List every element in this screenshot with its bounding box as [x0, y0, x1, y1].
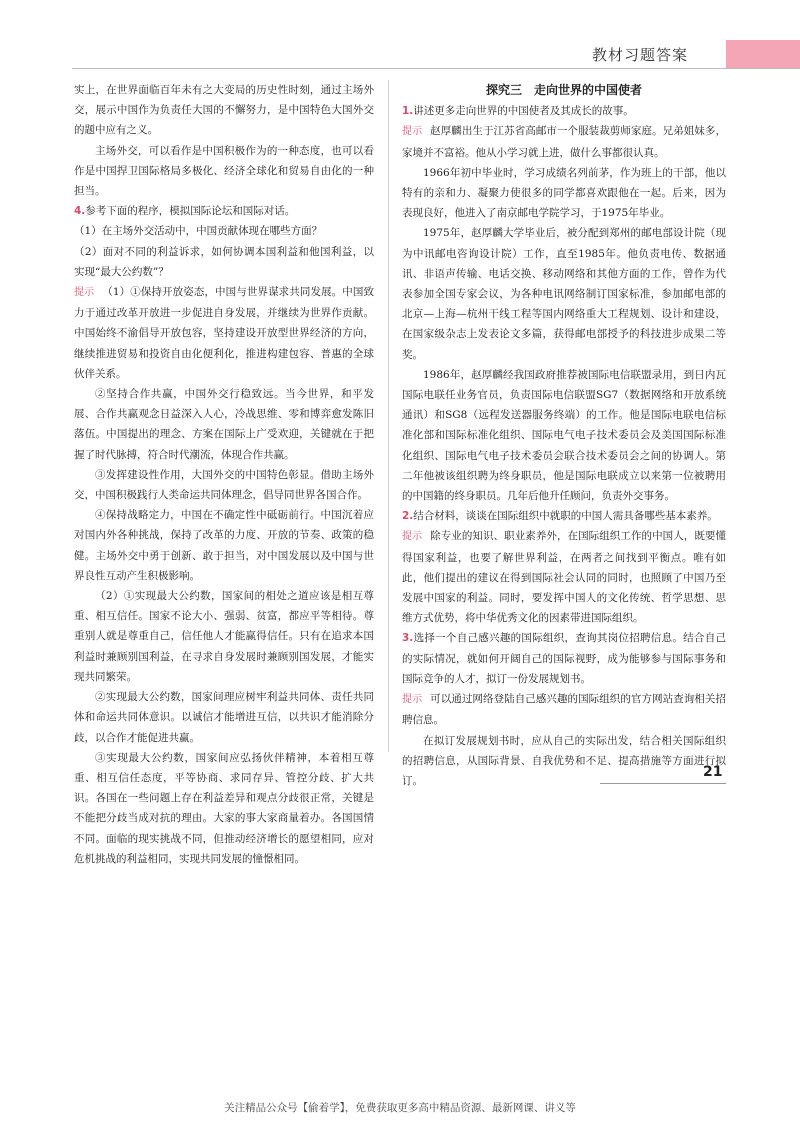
hint-label: 提示 [74, 287, 95, 299]
answer-paragraph: 1975年，赵厚麟大学毕业后，被分配到郑州的邮电部设计院（现为中讯邮电咨询设计院）工作，直至1985年。他负责电传、数据通讯、非语声传输、电话交换、移动网络和其他方面的工作，曾作为代表参加全国专家会议，为各种电讯网络制订国家标准，参加邮电部的北京—上海—杭州干线工程等国内网络重大工程规划、设计和建设，在国家级杂志上发表论文多篇，获得邮电部授予的科技进步成果二等奖。 [402, 227, 726, 361]
footer-note: 关注精品公众号【偷着学】，免费获取更多高中精品资源、最新网课、讲义等 [224, 1102, 576, 1114]
header-rule [72, 68, 800, 69]
question-4-sub-1: （1）在主场外交活动中，中国贡献体现在哪些方面？ [74, 225, 323, 238]
answer-text: 除专业的知识、职业素养外，在国际组织工作的中国人，既要懂得国家利益，也要了解世界利益，在两者之间找到平衡点。唯有如此，他们提出的建议在得到国际社会认同的同时，也照顾了中国乃至发展中国家的利益。同时，要发挥中国人的文化传统、哲学思想、思维方式优势，将中华优秀文化的因素带进国际组织。 [402, 530, 727, 625]
answer-text: 可以通过网络登陆自己感兴趣的国际组织的官方网站查询相关招聘信息。 [402, 693, 727, 727]
question-text: 讲述更多走向世界的中国使者及其成长的故事。 [413, 105, 634, 118]
answer-paragraph: ④保持战略定力，中国在不确定性中砥砺前行。中国沉着应对国内外各种挑战，保持了改革的力度、开放的节奏、政策的稳健。主场外交中勇于创新、敢于担当，对中国发展以及中国与世界良性互动产生积极影响。 [74, 509, 374, 582]
answer-paragraph: 1986年，赵厚麟经我国政府推荐被国际电信联盟录用，到日内瓦国际电联任业务官员，负责国际电信联盟SG7（数据网络和开放系统通讯）和SG8（远程发送器服务终端）的工作。他是国际电联电信标准化部和国际标准化组织、国际电气电子技术委员会及美国国际标准化组织、国际电气电子技术委员会联合技术委员会之间的协调人。第二年他被该组织聘为终身职员，他是国际电联成立以来第一位被聘用的中国籍的终身职员。几年后他升任顾问，负责外交事务。 [402, 368, 726, 503]
answer-paragraph: ②实现最大公约数，国家间理应树牢利益共同体、责任共同体和命运共同体意识。以诚信才能增进互信，以共识才能消除分歧，以合作才能促进共赢。 [74, 691, 374, 744]
right-column [402, 80, 726, 791]
hint-label: 提示 [402, 126, 423, 138]
answer-paragraph: ③发挥建设性作用，大国外交的中国特色彰显。借助主场外交，中国积极践行人类命运共同体理念，倡导同世界各国合作。 [74, 468, 374, 502]
question-4 [74, 201, 374, 221]
question-3 [402, 628, 726, 689]
question-text: 参考下面的程序，模拟国际论坛和国际对话。 [85, 205, 296, 218]
question-1 [402, 101, 726, 121]
answer-text: 赵厚麟出生于江苏省高邮市一个服装裁剪师家庭。兄弟姐妹多，家境并不富裕。他从小学习就上进，做什么事都很认真。 [402, 125, 727, 159]
page-number-rule [600, 783, 726, 784]
question-number: 4. [74, 205, 86, 218]
question-2 [402, 506, 726, 526]
answer-paragraph: （2）①实现最大公约数，国家间的相处之道应该是相互尊重、相互信任。国家不论大小、强弱、贫富，都应平等相待。尊重别人就是尊重自己，信任他人才能赢得信任。只有在追求本国利益时兼顾别国利益，在寻求自身发展时兼顾别国发展，才能实现共同繁荣。 [74, 590, 374, 683]
answer-text: （1）①保持开放姿态，中国与世界谋求共同发展。中国致力于通过改革开放进一步促进自身发展，并继续为世界作贡献。中国始终不渝倡导开放包容，坚持建设开放型世界经济的方向，继续推进贸易和投资自由化便利化，推进构建包容、普惠的全球伙伴关系。 [74, 286, 375, 380]
answer-paragraph: 1966年初中毕业时，学习成绩名列前茅，作为班上的干部，他以特有的亲和力、凝聚力使很多的同学都喜欢跟他在一起。后来，因为表现良好，他进入了南京邮电学院学习，于1975年毕业。 [402, 166, 726, 220]
hint-label: 提示 [402, 694, 423, 706]
answer-paragraph [402, 526, 726, 628]
column-divider [388, 80, 389, 752]
answer-paragraph [402, 121, 726, 162]
question-text: 结合材料，谈谈在国际组织中就职的中国人需具备哪些基本素养。 [413, 510, 718, 523]
answer-paragraph: ②坚持合作共赢，中国外交行稳致远。当今世界，和平发展、合作共赢观念日益深入人心，冷战思维、零和博弈愈发陈旧落伍。中国提出的理念、方案在国际上广受欢迎，关键就在于把握了时代脉搏，符合时代潮流，体现合作共赢。 [74, 388, 374, 461]
section-title: 探究三 走向世界的中国使者 [485, 83, 642, 97]
answer-paragraph: 在拟订发展规划书时，应从自己的实际出发，结合相关国际组织的招聘信息，从国际背景、自我优势和不足、提高措施等方面进行拟订。 [402, 734, 726, 787]
question-number: 2. [402, 510, 414, 523]
answer-paragraph [74, 282, 374, 384]
answer-paragraph [402, 689, 726, 730]
paragraph: 实上，在世界面临百年未有之大变局的历史性时刻，通过主场外交，展示中国作为负责任大国的不懈努力，是中国特色大国外交的题中应有之义。 [74, 84, 374, 137]
paragraph: 主场外交，可以看作是中国积极作为的一种态度，也可以看作是中国捍卫国际格局多极化、经济全球化和贸易自由化的一种担当。 [74, 144, 374, 198]
question-number: 1. [402, 105, 414, 118]
question-4-sub-2: （2）面对不同的利益诉求，如何协调本国利益和他国利益，以实现“最大公约数”？ [74, 245, 374, 278]
header-accent-tab [726, 40, 800, 68]
hint-label: 提示 [402, 531, 423, 543]
answer-paragraph: ③实现最大公约数，国家间应弘扬伙伴精神，本着相互尊重、相互信任态度，平等协商、求同存异、管控分歧、扩大共识。各国在一些问题上存在利益差异和观点分歧很正常，关键是不能把分歧当成对抗的理由。大家的事大家商量着办。各国国情不同。面临的现实挑战不同，但推动经济增长的愿望相同，应对危机挑战的利益相同，实现共同发展的憧憬相同。 [74, 751, 374, 865]
question-text: 选择一个自己感兴趣的国际组织，查询其岗位招聘信息。结合自己的实际情况，就如何开阔自己的国际视野，成为能够参与国际事务和国际竞争的人才，拟订一份发展规划书。 [402, 632, 726, 685]
header-title: 教材习题答案 [592, 46, 689, 64]
left-column [74, 80, 374, 869]
question-number: 3. [402, 632, 414, 645]
page-number: 21 [703, 764, 723, 780]
